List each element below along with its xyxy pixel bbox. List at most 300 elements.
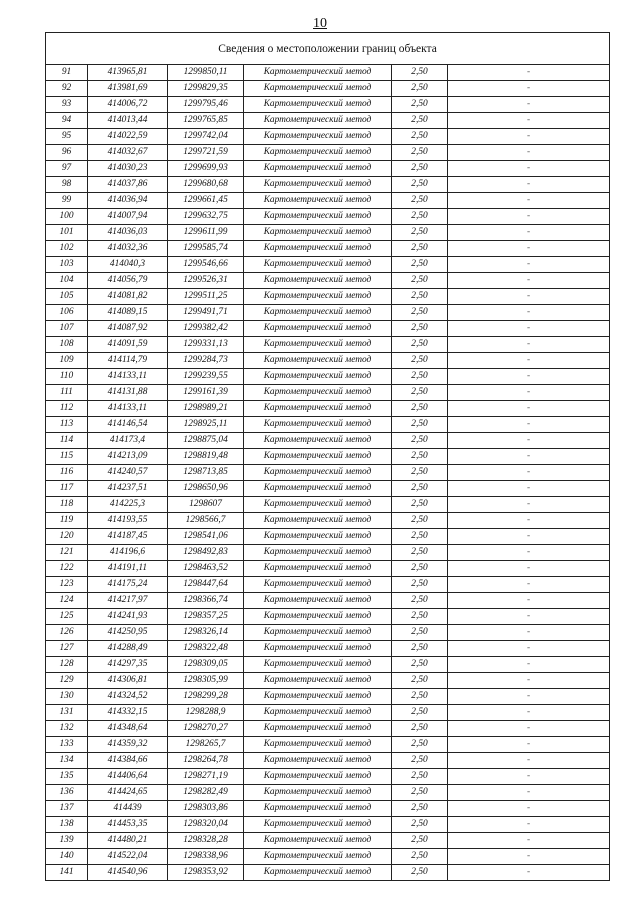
table-row: [46, 689, 610, 705]
table-row: [46, 769, 610, 785]
accuracy-cell: 2,50: [392, 593, 448, 609]
point-number-cell: 91: [46, 65, 88, 81]
note-cell: -: [448, 81, 610, 97]
accuracy-cell: 2,50: [392, 241, 448, 257]
table-row: [46, 561, 610, 577]
coordinate-y-cell: 1299585,74: [168, 241, 244, 257]
coordinate-y-cell: 1298463,52: [168, 561, 244, 577]
note-cell: -: [448, 177, 610, 193]
point-number-cell: 93: [46, 97, 88, 113]
point-number-cell: 104: [46, 273, 88, 289]
point-number-cell: 126: [46, 625, 88, 641]
method-cell: Картометрический метод: [244, 225, 392, 241]
coordinate-x-cell: 414191,11: [88, 561, 168, 577]
accuracy-cell: 2,50: [392, 97, 448, 113]
coordinate-y-cell: 1299721,59: [168, 145, 244, 161]
coordinate-x-cell: 414081,82: [88, 289, 168, 305]
table-row: [46, 337, 610, 353]
method-cell: Картометрический метод: [244, 417, 392, 433]
coordinate-y-cell: 1299742,04: [168, 129, 244, 145]
point-number-cell: 138: [46, 817, 88, 833]
method-cell: Картометрический метод: [244, 593, 392, 609]
note-cell: -: [448, 721, 610, 737]
method-cell: Картометрический метод: [244, 609, 392, 625]
point-number-cell: 139: [46, 833, 88, 849]
point-number-cell: 115: [46, 449, 88, 465]
note-cell: -: [448, 417, 610, 433]
coordinate-x-cell: 414348,64: [88, 721, 168, 737]
note-cell: -: [448, 753, 610, 769]
coordinate-y-cell: 1299661,45: [168, 193, 244, 209]
coordinate-y-cell: 1298447,64: [168, 577, 244, 593]
point-number-cell: 108: [46, 337, 88, 353]
table-row: [46, 177, 610, 193]
accuracy-cell: 2,50: [392, 833, 448, 849]
coordinate-x-cell: 414133,11: [88, 401, 168, 417]
method-cell: Картометрический метод: [244, 65, 392, 81]
note-cell: -: [448, 337, 610, 353]
point-number-cell: 99: [46, 193, 88, 209]
coordinate-x-cell: 413965,81: [88, 65, 168, 81]
coordinate-y-cell: 1299765,85: [168, 113, 244, 129]
coordinate-x-cell: 414013,44: [88, 113, 168, 129]
accuracy-cell: 2,50: [392, 81, 448, 97]
coordinate-x-cell: 414306,81: [88, 673, 168, 689]
table-row: [46, 545, 610, 561]
accuracy-cell: 2,50: [392, 305, 448, 321]
point-number-cell: 129: [46, 673, 88, 689]
coordinate-y-cell: 1299546,66: [168, 257, 244, 273]
coordinate-x-cell: 413981,69: [88, 81, 168, 97]
coordinate-x-cell: 414424,65: [88, 785, 168, 801]
coordinate-x-cell: 414006,72: [88, 97, 168, 113]
accuracy-cell: 2,50: [392, 209, 448, 225]
coordinate-y-cell: 1298650,96: [168, 481, 244, 497]
accuracy-cell: 2,50: [392, 417, 448, 433]
point-number-cell: 123: [46, 577, 88, 593]
table-row: [46, 865, 610, 881]
accuracy-cell: 2,50: [392, 577, 448, 593]
point-number-cell: 132: [46, 721, 88, 737]
coordinate-y-cell: 1298326,14: [168, 625, 244, 641]
table-row: [46, 833, 610, 849]
point-number-cell: 100: [46, 209, 88, 225]
coordinate-y-cell: 1299331,13: [168, 337, 244, 353]
table-row: [46, 513, 610, 529]
note-cell: -: [448, 545, 610, 561]
method-cell: Картометрический метод: [244, 737, 392, 753]
table-title: Сведения о местоположении границ объекта: [46, 33, 610, 65]
method-cell: Картометрический метод: [244, 369, 392, 385]
coordinate-x-cell: 414217,97: [88, 593, 168, 609]
method-cell: Картометрический метод: [244, 161, 392, 177]
accuracy-cell: 2,50: [392, 113, 448, 129]
method-cell: Картометрический метод: [244, 273, 392, 289]
coordinate-y-cell: 1298338,96: [168, 849, 244, 865]
method-cell: Картометрический метод: [244, 705, 392, 721]
coordinate-x-cell: 414297,35: [88, 657, 168, 673]
accuracy-cell: 2,50: [392, 625, 448, 641]
table-row: [46, 497, 610, 513]
point-number-cell: 112: [46, 401, 88, 417]
table-row: [46, 145, 610, 161]
coordinate-x-cell: 414146,54: [88, 417, 168, 433]
point-number-cell: 113: [46, 417, 88, 433]
coordinate-y-cell: 1298989,21: [168, 401, 244, 417]
accuracy-cell: 2,50: [392, 481, 448, 497]
point-number-cell: 95: [46, 129, 88, 145]
method-cell: Картометрический метод: [244, 113, 392, 129]
coordinate-y-cell: 1298320,04: [168, 817, 244, 833]
method-cell: Картометрический метод: [244, 689, 392, 705]
note-cell: -: [448, 289, 610, 305]
coordinate-y-cell: 1298492,83: [168, 545, 244, 561]
note-cell: -: [448, 641, 610, 657]
coordinate-y-cell: 1298357,25: [168, 609, 244, 625]
coordinate-y-cell: 1299526,31: [168, 273, 244, 289]
coordinate-x-cell: 414359,32: [88, 737, 168, 753]
note-cell: -: [448, 353, 610, 369]
point-number-cell: 107: [46, 321, 88, 337]
coordinate-x-cell: 414288,49: [88, 641, 168, 657]
coordinate-y-cell: 1298566,7: [168, 513, 244, 529]
table-row: [46, 385, 610, 401]
coordinate-x-cell: 414007,94: [88, 209, 168, 225]
coordinate-y-cell: 1298303,86: [168, 801, 244, 817]
accuracy-cell: 2,50: [392, 177, 448, 193]
coordinate-y-cell: 1299511,25: [168, 289, 244, 305]
table-row: [46, 433, 610, 449]
coordinate-y-cell: 1298366,74: [168, 593, 244, 609]
note-cell: -: [448, 273, 610, 289]
coordinate-x-cell: 414036,03: [88, 225, 168, 241]
accuracy-cell: 2,50: [392, 321, 448, 337]
coordinate-y-cell: 1299632,75: [168, 209, 244, 225]
note-cell: -: [448, 241, 610, 257]
accuracy-cell: 2,50: [392, 641, 448, 657]
coordinate-y-cell: 1299850,11: [168, 65, 244, 81]
table-row: [46, 593, 610, 609]
note-cell: -: [448, 369, 610, 385]
point-number-cell: 130: [46, 689, 88, 705]
accuracy-cell: 2,50: [392, 545, 448, 561]
table-row: [46, 657, 610, 673]
accuracy-cell: 2,50: [392, 865, 448, 881]
accuracy-cell: 2,50: [392, 609, 448, 625]
coordinate-x-cell: 414240,57: [88, 465, 168, 481]
coordinate-x-cell: 414175,24: [88, 577, 168, 593]
point-number-cell: 94: [46, 113, 88, 129]
note-cell: -: [448, 593, 610, 609]
accuracy-cell: 2,50: [392, 737, 448, 753]
coordinate-x-cell: 414453,35: [88, 817, 168, 833]
table-row: [46, 81, 610, 97]
accuracy-cell: 2,50: [392, 225, 448, 241]
coordinate-y-cell: 1298713,85: [168, 465, 244, 481]
coordinate-x-cell: 414213,09: [88, 449, 168, 465]
table-row: [46, 753, 610, 769]
accuracy-cell: 2,50: [392, 369, 448, 385]
coordinate-x-cell: 414237,51: [88, 481, 168, 497]
coordinate-y-cell: 1299284,73: [168, 353, 244, 369]
note-cell: -: [448, 225, 610, 241]
coordinate-y-cell: 1299680,68: [168, 177, 244, 193]
method-cell: Картометрический метод: [244, 545, 392, 561]
coordinate-y-cell: 1298270,27: [168, 721, 244, 737]
table-row: [46, 353, 610, 369]
coordinate-x-cell: 414241,93: [88, 609, 168, 625]
table-row: [46, 577, 610, 593]
page-number: 10: [313, 16, 327, 31]
point-number-cell: 110: [46, 369, 88, 385]
note-cell: -: [448, 769, 610, 785]
accuracy-cell: 2,50: [392, 849, 448, 865]
coordinate-x-cell: 414037,86: [88, 177, 168, 193]
method-cell: Картометрический метод: [244, 497, 392, 513]
method-cell: Картометрический метод: [244, 769, 392, 785]
note-cell: -: [448, 113, 610, 129]
coordinate-x-cell: 414087,92: [88, 321, 168, 337]
table-row: [46, 849, 610, 865]
method-cell: Картометрический метод: [244, 289, 392, 305]
coordinate-x-cell: 414250,95: [88, 625, 168, 641]
note-cell: -: [448, 657, 610, 673]
point-number-cell: 134: [46, 753, 88, 769]
coordinate-y-cell: 1298271,19: [168, 769, 244, 785]
coordinate-x-cell: 414406,64: [88, 769, 168, 785]
point-number-cell: 133: [46, 737, 88, 753]
coordinate-x-cell: 414114,79: [88, 353, 168, 369]
note-cell: -: [448, 209, 610, 225]
point-number-cell: 98: [46, 177, 88, 193]
method-cell: Картометрический метод: [244, 353, 392, 369]
coordinate-x-cell: 414384,66: [88, 753, 168, 769]
method-cell: Картометрический метод: [244, 305, 392, 321]
coordinate-y-cell: 1299795,46: [168, 97, 244, 113]
table-row: [46, 529, 610, 545]
coordinate-x-cell: 414196,6: [88, 545, 168, 561]
method-cell: Картометрический метод: [244, 241, 392, 257]
coordinate-y-cell: 1298299,28: [168, 689, 244, 705]
table-row: [46, 625, 610, 641]
coordinate-x-cell: 414540,96: [88, 865, 168, 881]
coordinate-y-cell: 1298819,48: [168, 449, 244, 465]
table-row: [46, 97, 610, 113]
point-number-cell: 127: [46, 641, 88, 657]
accuracy-cell: 2,50: [392, 65, 448, 81]
point-number-cell: 116: [46, 465, 88, 481]
note-cell: -: [448, 737, 610, 753]
table-row: [46, 465, 610, 481]
table-row: [46, 273, 610, 289]
table-row: [46, 417, 610, 433]
coordinate-y-cell: 1299611,99: [168, 225, 244, 241]
point-number-cell: 122: [46, 561, 88, 577]
method-cell: Картометрический метод: [244, 129, 392, 145]
accuracy-cell: 2,50: [392, 433, 448, 449]
point-number-cell: 106: [46, 305, 88, 321]
point-number-cell: 136: [46, 785, 88, 801]
table-row: [46, 369, 610, 385]
coordinate-x-cell: 414091,59: [88, 337, 168, 353]
method-cell: Картометрический метод: [244, 785, 392, 801]
method-cell: Картометрический метод: [244, 433, 392, 449]
coordinate-y-cell: 1298288,9: [168, 705, 244, 721]
note-cell: -: [448, 145, 610, 161]
method-cell: Картометрический метод: [244, 321, 392, 337]
coordinate-x-cell: 414056,79: [88, 273, 168, 289]
point-number-cell: 119: [46, 513, 88, 529]
coordinate-y-cell: 1298353,92: [168, 865, 244, 881]
table-row: [46, 65, 610, 81]
table-row: [46, 161, 610, 177]
method-cell: Картометрический метод: [244, 481, 392, 497]
point-number-cell: 118: [46, 497, 88, 513]
coordinate-y-cell: 1298322,48: [168, 641, 244, 657]
accuracy-cell: 2,50: [392, 817, 448, 833]
method-cell: Картометрический метод: [244, 753, 392, 769]
coordinate-x-cell: 414032,67: [88, 145, 168, 161]
table-row: [46, 449, 610, 465]
accuracy-cell: 2,50: [392, 673, 448, 689]
accuracy-cell: 2,50: [392, 769, 448, 785]
note-cell: -: [448, 817, 610, 833]
note-cell: -: [448, 513, 610, 529]
boundary-coordinates-table: [45, 32, 609, 881]
method-cell: Картометрический метод: [244, 577, 392, 593]
accuracy-cell: 2,50: [392, 497, 448, 513]
coordinate-y-cell: 1298875,04: [168, 433, 244, 449]
accuracy-cell: 2,50: [392, 257, 448, 273]
point-number-cell: 103: [46, 257, 88, 273]
accuracy-cell: 2,50: [392, 129, 448, 145]
method-cell: Картометрический метод: [244, 257, 392, 273]
note-cell: -: [448, 577, 610, 593]
point-number-cell: 120: [46, 529, 88, 545]
accuracy-cell: 2,50: [392, 385, 448, 401]
note-cell: -: [448, 689, 610, 705]
coordinate-x-cell: 414439: [88, 801, 168, 817]
table-row: [46, 641, 610, 657]
point-number-cell: 131: [46, 705, 88, 721]
table-row: [46, 257, 610, 273]
point-number-cell: 96: [46, 145, 88, 161]
point-number-cell: 101: [46, 225, 88, 241]
accuracy-cell: 2,50: [392, 449, 448, 465]
accuracy-cell: 2,50: [392, 337, 448, 353]
table-row: [46, 225, 610, 241]
accuracy-cell: 2,50: [392, 353, 448, 369]
accuracy-cell: 2,50: [392, 161, 448, 177]
note-cell: -: [448, 433, 610, 449]
note-cell: -: [448, 193, 610, 209]
point-number-cell: 141: [46, 865, 88, 881]
table-row: [46, 801, 610, 817]
table-row: [46, 737, 610, 753]
note-cell: -: [448, 161, 610, 177]
method-cell: Картометрический метод: [244, 209, 392, 225]
coordinate-x-cell: 414225,3: [88, 497, 168, 513]
method-cell: Картометрический метод: [244, 849, 392, 865]
note-cell: -: [448, 625, 610, 641]
coordinate-x-cell: 414131,88: [88, 385, 168, 401]
accuracy-cell: 2,50: [392, 689, 448, 705]
note-cell: -: [448, 321, 610, 337]
table-body: [46, 65, 610, 881]
coordinate-y-cell: 1298264,78: [168, 753, 244, 769]
accuracy-cell: 2,50: [392, 273, 448, 289]
point-number-cell: 109: [46, 353, 88, 369]
coordinate-x-cell: 414089,15: [88, 305, 168, 321]
point-number-cell: 102: [46, 241, 88, 257]
accuracy-cell: 2,50: [392, 513, 448, 529]
table-row: [46, 289, 610, 305]
point-number-cell: 117: [46, 481, 88, 497]
coordinate-x-cell: 414030,23: [88, 161, 168, 177]
note-cell: -: [448, 465, 610, 481]
method-cell: Картометрический метод: [244, 817, 392, 833]
method-cell: Картометрический метод: [244, 145, 392, 161]
method-cell: Картометрический метод: [244, 721, 392, 737]
method-cell: Картометрический метод: [244, 625, 392, 641]
coordinate-x-cell: 414036,94: [88, 193, 168, 209]
note-cell: -: [448, 561, 610, 577]
coordinate-x-cell: 414133,11: [88, 369, 168, 385]
table-row: [46, 401, 610, 417]
note-cell: -: [448, 305, 610, 321]
coordinate-x-cell: 414193,55: [88, 513, 168, 529]
table-row: [46, 193, 610, 209]
accuracy-cell: 2,50: [392, 705, 448, 721]
table-row: [46, 209, 610, 225]
accuracy-cell: 2,50: [392, 401, 448, 417]
coordinate-y-cell: 1299161,39: [168, 385, 244, 401]
note-cell: -: [448, 129, 610, 145]
method-cell: Картометрический метод: [244, 513, 392, 529]
accuracy-cell: 2,50: [392, 785, 448, 801]
coordinate-x-cell: 414187,45: [88, 529, 168, 545]
note-cell: -: [448, 497, 610, 513]
accuracy-cell: 2,50: [392, 289, 448, 305]
coordinate-y-cell: 1299699,93: [168, 161, 244, 177]
method-cell: Картометрический метод: [244, 449, 392, 465]
accuracy-cell: 2,50: [392, 721, 448, 737]
coordinate-x-cell: 414173,4: [88, 433, 168, 449]
point-number-cell: 121: [46, 545, 88, 561]
accuracy-cell: 2,50: [392, 801, 448, 817]
coordinate-x-cell: 414332,15: [88, 705, 168, 721]
point-number-cell: 97: [46, 161, 88, 177]
coordinate-y-cell: 1298282,49: [168, 785, 244, 801]
table-row: [46, 785, 610, 801]
note-cell: -: [448, 609, 610, 625]
accuracy-cell: 2,50: [392, 193, 448, 209]
point-number-cell: 125: [46, 609, 88, 625]
note-cell: -: [448, 705, 610, 721]
table-row: [46, 673, 610, 689]
accuracy-cell: 2,50: [392, 657, 448, 673]
coordinate-x-cell: 414040,3: [88, 257, 168, 273]
coordinate-x-cell: 414022,59: [88, 129, 168, 145]
note-cell: -: [448, 97, 610, 113]
method-cell: Картометрический метод: [244, 337, 392, 353]
note-cell: -: [448, 849, 610, 865]
method-cell: Картометрический метод: [244, 801, 392, 817]
method-cell: Картометрический метод: [244, 673, 392, 689]
coordinate-x-cell: 414480,21: [88, 833, 168, 849]
method-cell: Картометрический метод: [244, 385, 392, 401]
point-number-cell: 128: [46, 657, 88, 673]
